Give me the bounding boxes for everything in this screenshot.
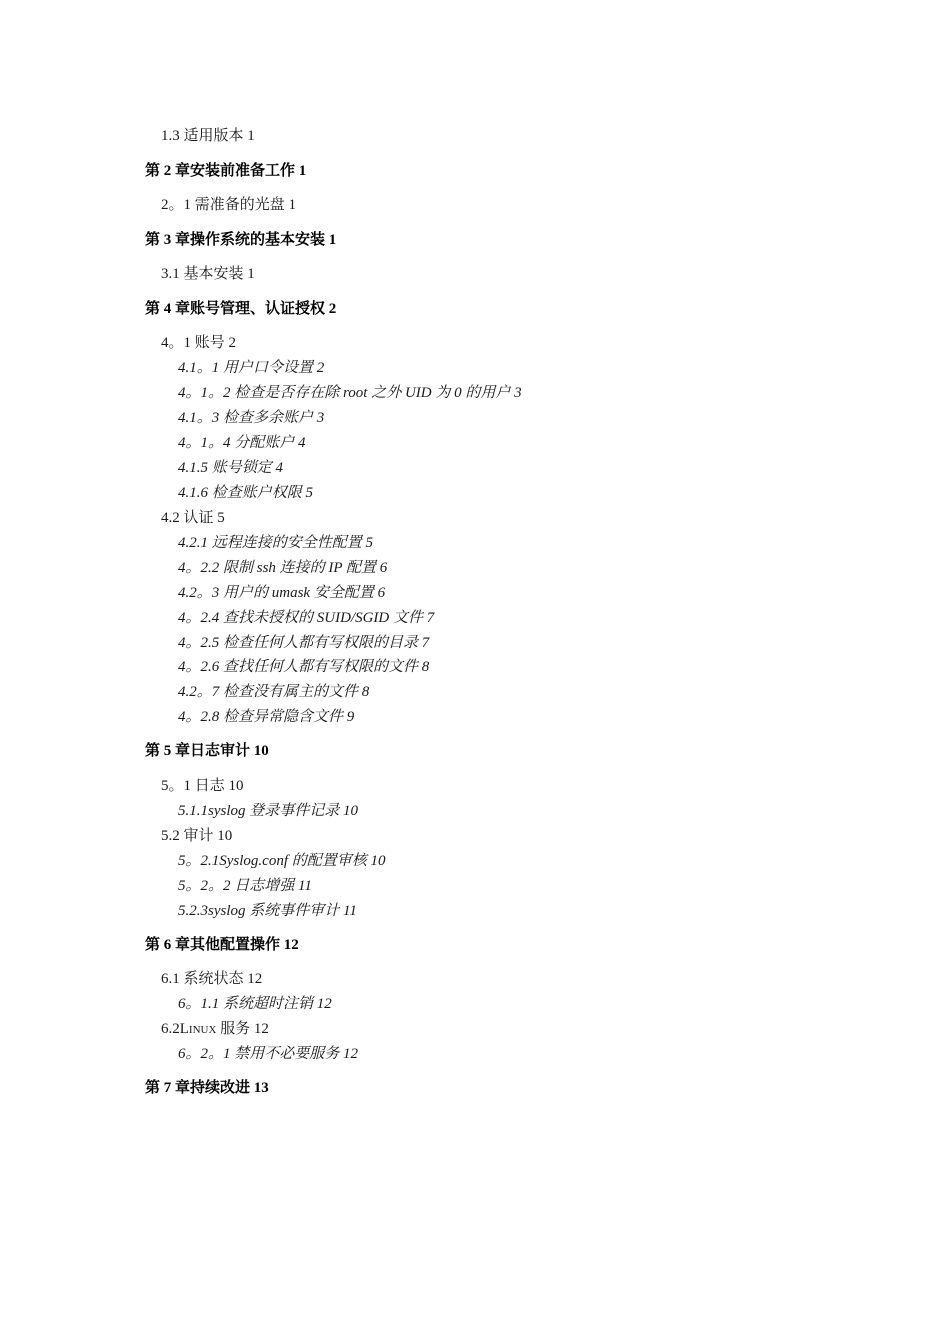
toc-chapter-entry[interactable]: 第 3 章操作系统的基本安装 1 <box>145 232 337 248</box>
toc-section-entry[interactable]: 4。1 账号 2 <box>161 335 237 351</box>
toc-section-entry[interactable]: 6.1 系统状态 12 <box>161 971 263 987</box>
toc-chapter-entry[interactable]: 第 6 章其他配置操作 12 <box>145 937 299 953</box>
toc-subsection-entry[interactable]: 4.2。3 用户的 umask 安全配置 6 <box>178 585 386 601</box>
toc-section-entry[interactable]: 5.2 审计 10 <box>161 828 233 844</box>
toc-subsection-entry[interactable]: 5.2.3syslog 系统事件审计 11 <box>178 903 357 919</box>
toc-subsection-entry[interactable]: 4。2.6 查找任何人都有写权限的文件 8 <box>178 659 430 675</box>
toc-subsection-entry[interactable]: 4.2.1 远程连接的安全性配置 5 <box>178 535 374 551</box>
toc-subsection-entry[interactable]: 4.1。3 检查多余账户 3 <box>178 410 325 426</box>
toc-section-entry[interactable]: 6.2Linux 服务 12 <box>161 1021 269 1037</box>
toc-section-entry[interactable]: 2。1 需准备的光盘 1 <box>161 197 297 213</box>
toc-subsection-entry[interactable]: 4。1。4 分配账户 4 <box>178 435 306 451</box>
toc-chapter-entry[interactable]: 第 2 章安装前准备工作 1 <box>145 163 307 179</box>
toc-chapter-entry[interactable]: 第 5 章日志审计 10 <box>145 743 269 759</box>
toc-subsection-entry[interactable]: 6。1.1 系统超时注销 12 <box>178 996 332 1012</box>
toc-chapter-entry[interactable]: 第 7 章持续改进 13 <box>145 1080 269 1096</box>
toc-subsection-entry[interactable]: 4.1.5 账号锁定 4 <box>178 460 284 476</box>
toc-subsection-entry[interactable]: 4。1。2 检查是否存在除 root 之外 UID 为 0 的用户 3 <box>178 385 522 401</box>
toc-subsection-entry[interactable]: 4.2。7 检查没有属主的文件 8 <box>178 684 370 700</box>
toc-subsection-entry[interactable]: 4.1。1 用户口令设置 2 <box>178 360 325 376</box>
toc-subsection-entry[interactable]: 4。2.4 查找未授权的 SUID/SGID 文件 7 <box>178 610 435 626</box>
toc-chapter-entry[interactable]: 第 4 章账号管理、认证授权 2 <box>145 301 337 317</box>
toc-subsection-entry[interactable]: 4.1.6 检查账户权限 5 <box>178 485 314 501</box>
toc-section-entry[interactable]: 4.2 认证 5 <box>161 510 225 526</box>
toc-subsection-entry[interactable]: 4。2.2 限制 ssh 连接的 IP 配置 6 <box>178 560 388 576</box>
toc-subsection-entry[interactable]: 4。2.8 检查异常隐含文件 9 <box>178 709 355 725</box>
toc-section-entry[interactable]: 5。1 日志 10 <box>161 778 244 794</box>
toc-subsection-entry[interactable]: 5。2.1Syslog.conf 的配置审核 10 <box>178 853 386 869</box>
toc-subsection-entry[interactable]: 6。2。1 禁用不必要服务 12 <box>178 1046 359 1062</box>
toc-subsection-entry[interactable]: 4。2.5 检查任何人都有写权限的目录 7 <box>178 635 430 651</box>
toc-section-entry[interactable]: 1.3 适用版本 1 <box>161 128 255 144</box>
toc-section-entry[interactable]: 3.1 基本安装 1 <box>161 266 255 282</box>
toc-subsection-entry[interactable]: 5。2。2 日志增强 11 <box>178 878 312 894</box>
toc-subsection-entry[interactable]: 5.1.1syslog 登录事件记录 10 <box>178 803 359 819</box>
